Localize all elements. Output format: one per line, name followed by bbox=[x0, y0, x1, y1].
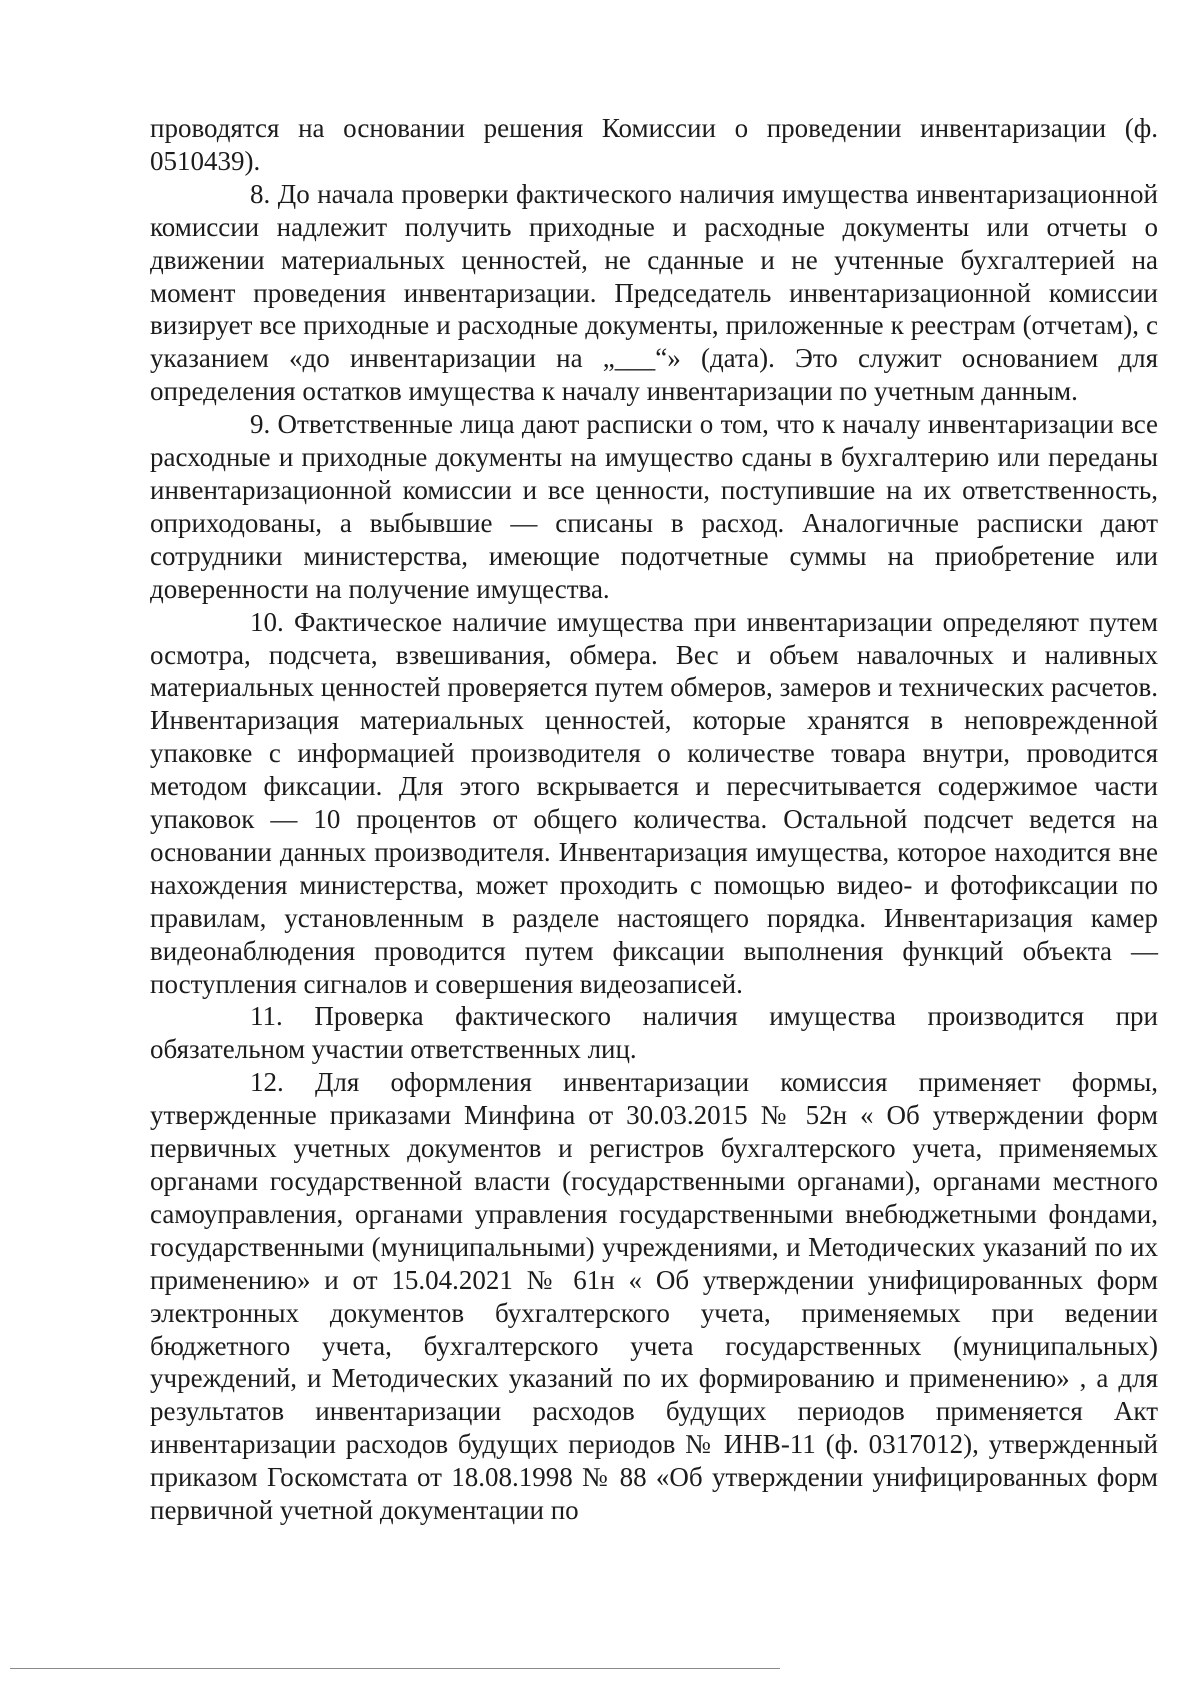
document-page bbox=[150, 112, 1158, 1527]
paragraph-item-11: 11. Проверка фактического наличия имущества производится при обязательном участии ответственных лиц. bbox=[150, 1001, 1158, 1065]
paragraph-item-9: 9. Ответственные лица дают расписки о том, что к началу инвентаризации все расходные и приходные документы на имущество сданы в бухгалтерию или переданы инвентаризационной комиссии и все ценности, поступившие на их ответственность, оприходованы, а выбывшие — списаны в расход. Аналогичные расписки дают сотрудники министерства, имеющие подотчетные суммы на приобретение или доверенности на получение имущества. bbox=[150, 409, 1158, 604]
footer-divider bbox=[10, 1668, 780, 1669]
paragraph-item-10: 10. Фактическое наличие имущества при инвентаризации определяют путем осмотра, подсчета, взвешивания, обмера. Вес и объем навалочных и наливных материальных ценностей проверяется путем обмеров, замеров и технических расчетов. Инвентаризация материальных ценностей, которые хранятся в неповрежденной упаковке с информацией производителя о количестве товара внутри, проводится методом фиксации. Для этого вскрывается и пересчитывается содержимое части упаковок — 10 процентов от общего количества. Остальной подсчет ведется на основании данных производителя. Инвентаризация имущества, которое находится вне нахождения министерства, может проходить с помощью видео- и фотофиксации по правилам, установленным в разделе настоящего порядка. Инвентаризация камер видеонаблюдения проводится путем фиксации выполнения функций объекта — поступления сигналов и совершения видеозаписей. bbox=[150, 606, 1158, 999]
paragraph-item-8: 8. До начала проверки фактического наличия имущества инвентаризационной комиссии надлежит получить приходные и расходные документы или отчеты о движении материальных ценностей, не сданные и не учтенные бухгалтерией на момент проведения инвентаризации. Председатель инвентаризационной комиссии визирует все приходные и расходные документы, приложенные к реестрам (отчетам), с указанием «до инвентаризации на „___“» (дата). Это служит основанием для определения остатков имущества к началу инвентаризации по учетным данным. bbox=[150, 178, 1158, 407]
paragraph-continuation: проводятся на основании решения Комиссии о проведении инвентаризации (ф. 0510439). bbox=[150, 113, 1158, 176]
paragraph-item-12: 12. Для оформления инвентаризации комиссия применяет формы, утвержденные приказами Минфина от 30.03.2015 № 52н « Об утверждении форм первичных учетных документов и регистров бухгалтерского учета, применяемых органами государственной власти (государственными органами), органами местного самоуправления, органами управления государственными внебюджетными фондами, государственными (муниципальными) учреждениями, и Методических указаний по их применению» и от 15.04.2021 № 61н « Об утверждении унифицированных форм электронных документов бухгалтерского учета, применяемых при ведении бюджетного учета, бухгалтерского учета государственных (муниципальных) учреждений, и Методических указаний по их формированию и применению» , а для результатов инвентаризации расходов будущих периодов применяется Акт инвентаризации расходов будущих периодов № ИНВ-11 (ф. 0317012), утвержденный приказом Госкомстата от 18.08.1998 № 88 «Об утверждении унифицированных форм первичной учетной документации по bbox=[150, 1067, 1158, 1526]
